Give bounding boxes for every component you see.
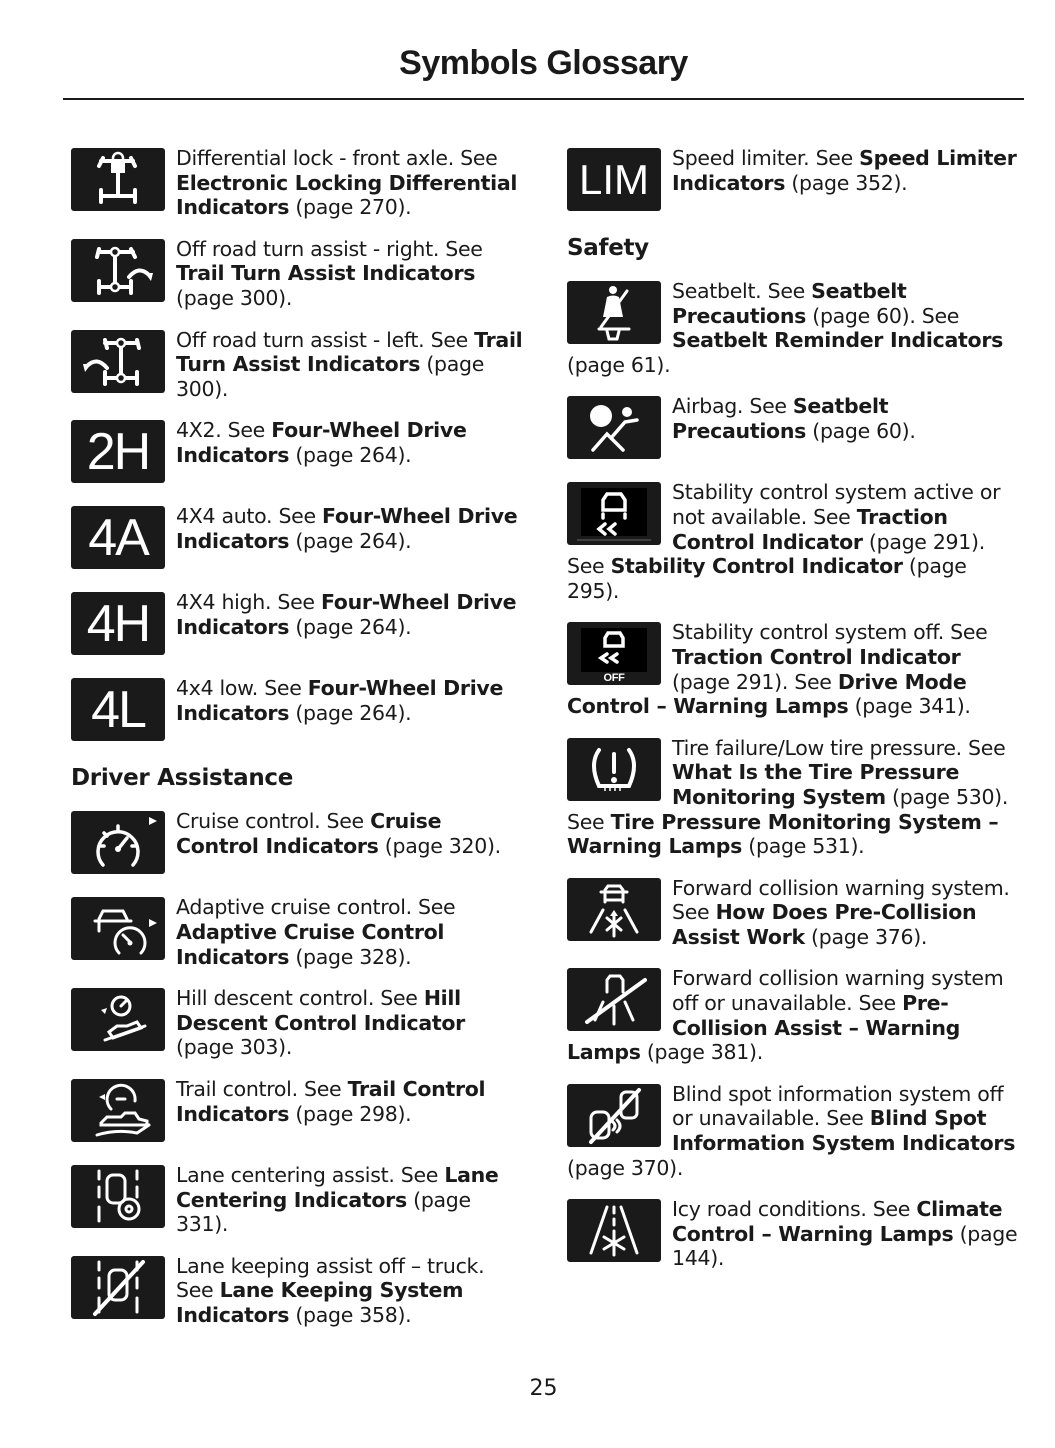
cross-reference-link[interactable]: Lane Keeping System Indicators <box>176 1278 464 1327</box>
cross-reference-link[interactable]: Adaptive Cruise Control Indicators <box>176 919 445 969</box>
cross-reference-link[interactable]: Tire Pressure Monitoring System – Warning Lamps <box>567 809 999 859</box>
glossary-entry: 2H 4X2. See Four-Wheel Drive Indicators (page 264). <box>71 418 526 487</box>
cross-reference-link[interactable]: Electronic Locking Differential Indicators <box>176 170 518 220</box>
seatbelt-icon <box>567 281 661 344</box>
forward-collision-warning-icon <box>567 878 661 941</box>
section-heading-driver-assistance: Driver Assistance <box>71 765 294 792</box>
stability-control-off-icon <box>567 622 661 685</box>
speed-limiter-icon: LIM <box>567 148 661 211</box>
cross-reference-link[interactable]: Speed Limiter Indicators <box>672 146 1017 195</box>
tire-pressure-icon <box>567 738 661 801</box>
cross-reference-link[interactable]: Four-Wheel Drive Indicators <box>176 418 467 467</box>
cross-reference-link[interactable]: Lane Centering Indicators <box>176 1162 499 1212</box>
glossary-entry: Airbag. See Seatbelt Precautions (page 60). <box>567 394 1022 463</box>
cross-reference-link[interactable]: How Does Pre-Collision Assist Work <box>672 900 977 949</box>
cross-reference-link[interactable]: Climate Control – Warning Lamps <box>672 1197 1003 1246</box>
4x4-high-icon: 4H <box>71 592 165 655</box>
glossary-entry: Trail control. See Trail Control Indicators (page 298). <box>71 1077 526 1146</box>
glossary-entry: Differential lock - front axle. See Electronic Locking Differential Indicators (page 270). <box>71 146 526 220</box>
page-number: 25 <box>529 1376 558 1401</box>
forward-collision-warning-off-icon <box>567 968 661 1031</box>
cross-reference-link[interactable]: What Is the Tire Pressure Monitoring System <box>672 760 960 809</box>
cross-reference-link[interactable]: Trail Control Indicators <box>176 1076 486 1126</box>
cross-reference-link[interactable]: Seatbelt Precautions <box>672 279 907 328</box>
adaptive-cruise-control-icon <box>71 897 165 960</box>
svg-text:OFF: OFF <box>603 672 625 685</box>
hill-descent-control-icon <box>71 988 165 1051</box>
cross-reference-link[interactable]: Seatbelt Reminder Indicators <box>672 328 1004 353</box>
glossary-entry: Forward collision warning system. See How Does Pre-Collision Assist Work (page 376). <box>567 876 1022 950</box>
4x4-low-icon: 4L <box>71 678 165 741</box>
glossary-entry: 4A 4X4 auto. See Four-Wheel Drive Indicators (page 264). <box>71 504 526 573</box>
off-road-turn-assist-right-icon <box>71 239 165 302</box>
airbag-icon <box>567 396 661 459</box>
glossary-entry: Icy road conditions. See Climate Control – Warning Lamps (page 144). <box>567 1197 1022 1271</box>
glossary-entry: Tire failure/Low tire pressure. See What Is the Tire Pressure Monitoring System (page 530). See Tire Pressure Monitoring System – Warning Lamps (page 531). <box>567 735 1009 859</box>
stability-control-active-icon <box>567 482 661 545</box>
4x2-icon: 2H <box>71 420 165 483</box>
trail-control-icon <box>71 1079 165 1142</box>
glossary-entry: Seatbelt. See Seatbelt Precautions (page 60). See Seatbelt Reminder Indicators (page 61). <box>567 279 1004 377</box>
cross-reference-link[interactable]: Drive Mode Control – Warning Lamps <box>567 669 967 719</box>
cross-reference-link[interactable]: Pre-Collision Assist – Warning Lamps <box>567 991 960 1065</box>
glossary-entry: Off road turn assist - right. See Trail Turn Assist Indicators (page 300). <box>71 237 526 311</box>
cross-reference-link[interactable]: Traction Control Indicator <box>672 644 961 669</box>
cross-reference-link[interactable]: Traction Control Indicator <box>672 504 948 554</box>
glossary-entry: Lane centering assist. See Lane Centering Indicators (page 331). <box>71 1163 526 1237</box>
cross-reference-link[interactable]: Cruise Control Indicators <box>176 809 442 858</box>
cruise-control-icon <box>71 811 165 874</box>
glossary-entry: Stability control system active or not available. See Traction Control Indicator (page 291). See Stability Control Indicator (page 295). <box>567 480 1001 603</box>
cross-reference-link[interactable]: Blind Spot Information System Indicators <box>672 1106 1016 1156</box>
lane-keeping-assist-off-icon <box>71 1256 165 1319</box>
glossary-entry: Lane keeping assist off – truck. See Lane Keeping System Indicators (page 358). <box>71 1254 526 1328</box>
lane-centering-assist-icon <box>71 1165 165 1228</box>
4x4-auto-icon: 4A <box>71 506 165 569</box>
cross-reference-link[interactable]: Four-Wheel Drive Indicators <box>176 504 518 553</box>
cross-reference-link[interactable]: Trail Turn Assist Indicators <box>176 327 523 377</box>
glossary-entry: Blind spot information system off or unavailable. See Blind Spot Information System Indicators (page 370). <box>567 1081 1016 1180</box>
glossary-entry: LIM Speed limiter. See Speed Limiter Indicators (page 352). <box>567 146 1022 215</box>
title-divider <box>63 98 1024 100</box>
cross-reference-link[interactable]: Trail Turn Assist Indicators <box>176 261 476 286</box>
glossary-entry: Cruise control. See Cruise Control Indicators (page 320). <box>71 809 526 878</box>
right-column <box>567 146 1022 1288</box>
icy-road-icon <box>567 1199 661 1262</box>
cross-reference-link[interactable]: Four-Wheel Drive Indicators <box>176 676 504 725</box>
cross-reference-link[interactable]: Hill Descent Control Indicator <box>176 986 465 1035</box>
differential-lock-front-axle-icon <box>71 148 165 211</box>
left-column <box>71 146 526 1344</box>
glossary-entry: Hill descent control. See Hill Descent Control Indicator (page 303). <box>71 986 526 1060</box>
off-road-turn-assist-left-icon <box>71 330 165 393</box>
page-title: Symbols Glossary <box>399 44 688 82</box>
glossary-entry: Forward collision warning system off or unavailable. See Pre-Collision Assist – Warning Lamps (page 381). <box>567 966 1004 1065</box>
glossary-entry: Off road turn assist - left. See Trail Turn Assist Indicators (page 300). <box>71 328 526 402</box>
cross-reference-link[interactable]: Seatbelt Precautions <box>672 394 889 443</box>
section-heading-safety: Safety <box>567 235 649 261</box>
glossary-entry: OFF Stability control system off. See Traction Control Indicator (page 291). See Drive Mode Control – Warning Lamps (page 341). <box>567 620 988 719</box>
glossary-entry: 4H 4X4 high. See Four-Wheel Drive Indicators (page 264). <box>71 590 526 659</box>
glossary-entry: Adaptive cruise control. See Adaptive Cruise Control Indicators (page 328). <box>71 895 526 969</box>
blind-spot-off-icon <box>567 1084 661 1147</box>
glossary-entry: 4L 4x4 low. See Four-Wheel Drive Indicators (page 264). <box>71 676 526 745</box>
cross-reference-link[interactable]: Four-Wheel Drive Indicators <box>176 590 517 639</box>
cross-reference-link[interactable]: Stability Control Indicator <box>610 554 903 579</box>
